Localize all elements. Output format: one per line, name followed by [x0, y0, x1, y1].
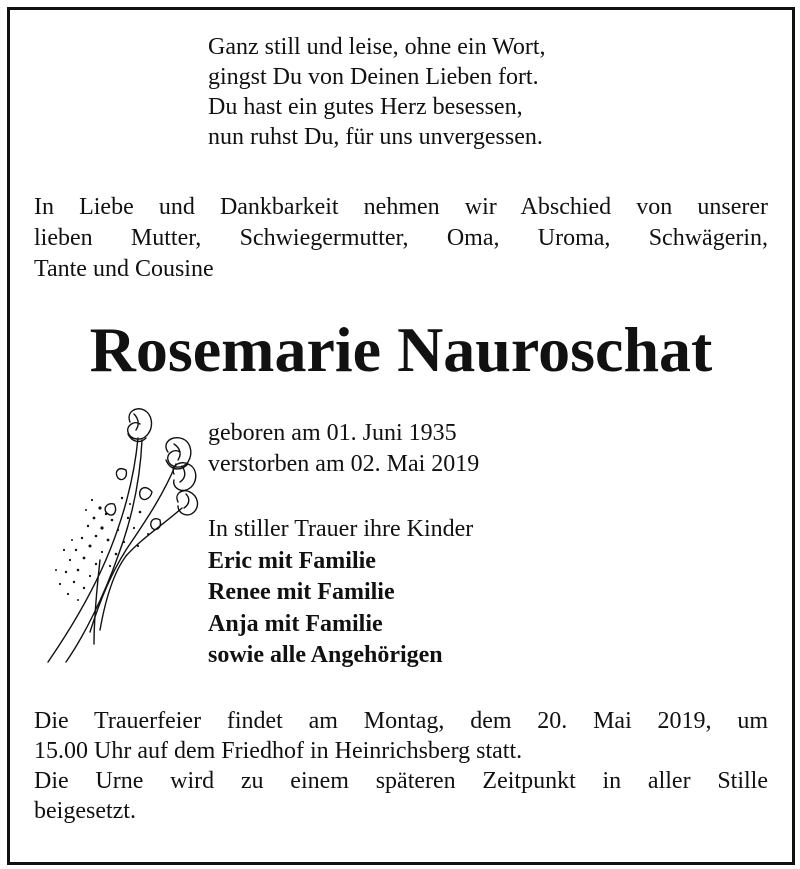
mourner-name: Anja mit Familie: [208, 610, 383, 637]
mourners-list: [208, 514, 473, 672]
death-date: verstorben am 02. Mai 2019: [208, 451, 480, 477]
mourner-name: Renee mit Familie: [208, 579, 395, 605]
mourner-name: Eric mit Familie: [208, 547, 376, 574]
poem-line: nun ruhst Du, für uns unvergessen.: [208, 124, 543, 150]
intro-line: Tante und Cousine: [34, 256, 214, 282]
funeral-line: beigesetzt.: [34, 798, 136, 824]
farewell-intro: [34, 192, 768, 285]
deceased-name: Rosemarie Nauroschat: [89, 314, 713, 385]
poem-line: Ganz still und leise, ohne ein Wort,: [208, 34, 546, 60]
poem-line: Du hast ein gutes Herz besessen,: [208, 94, 523, 120]
intro-line: lieben Mutter, Schwiegermutter, Oma, Uroma, Schwägerin,: [34, 225, 768, 251]
funeral-line: 15.00 Uhr auf dem Friedhof in Heinrichsberg statt.: [34, 738, 523, 764]
funeral-line: Die Trauerfeier findet am Montag, dem 20. Mai 2019, um: [34, 708, 768, 734]
birth-date: geboren am 01. Juni 1935: [208, 420, 457, 446]
funeral-line: Die Urne wird zu einem späteren Zeitpunkt in aller Stille: [34, 768, 768, 794]
funeral-notice: [34, 706, 768, 826]
intro-line: In Liebe und Dankbarkeit nehmen wir Abschied von unserer: [34, 194, 768, 220]
mourners-intro: In stiller Trauer ihre Kinder: [208, 516, 474, 542]
roses-illustration-icon: [30, 400, 210, 670]
memorial-poem: [208, 32, 768, 152]
life-dates: [208, 418, 479, 480]
poem-line: gingst Du von Deinen Lieben fort.: [208, 64, 539, 90]
mourner-name: sowie alle Angehörigen: [208, 642, 443, 668]
